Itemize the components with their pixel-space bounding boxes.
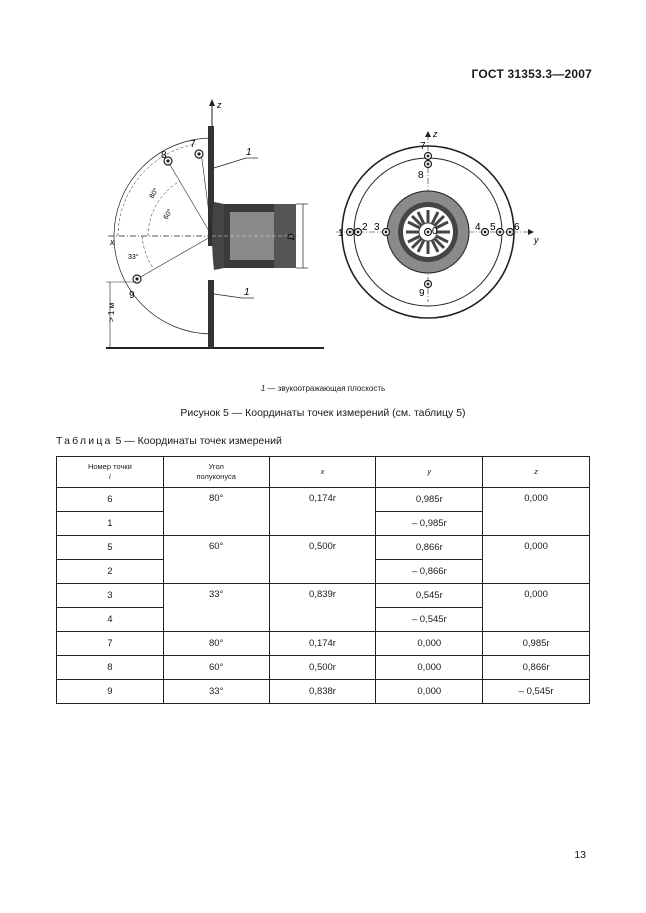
cell-angle: 33° [163, 584, 269, 632]
figure-front-view [330, 126, 550, 326]
header-y: y [376, 457, 483, 488]
table-row [57, 680, 590, 704]
front-label-2: 2 [362, 222, 368, 233]
angle-arc-33 [142, 236, 153, 268]
cell-point: 5 [57, 536, 164, 560]
cell-z: 0,000 [483, 536, 590, 584]
cell-y: 0,985r [376, 488, 483, 512]
cell-x: 0,500r [269, 656, 376, 680]
z-axis-label: z [217, 100, 222, 110]
cell-angle: 80° [163, 632, 269, 656]
callout-top-label: 1 [246, 147, 252, 158]
cell-point: 8 [57, 656, 164, 680]
cell-x: 0,839r [269, 584, 376, 632]
front-z-axis-label: z [433, 129, 438, 139]
angle-80-label: 80° [148, 187, 161, 200]
figure-side-view [96, 96, 332, 358]
cell-y: – 0,866r [376, 560, 483, 584]
cell-y: 0,000 [376, 680, 483, 704]
coordinates-table [56, 456, 590, 704]
cell-x: 0,838r [269, 680, 376, 704]
front-label-5: 5 [490, 222, 496, 233]
cell-y: – 0,985r [376, 512, 483, 536]
table-row [57, 488, 590, 512]
header-x: x [269, 457, 376, 488]
cell-z: – 0,545r [483, 680, 590, 704]
radial-line-9 [137, 236, 212, 279]
cell-z: 0,000 [483, 584, 590, 632]
page-number: 13 [574, 849, 586, 861]
callout-line-top [214, 158, 246, 168]
front-label-3: 3 [374, 222, 380, 233]
cell-point: 1 [57, 512, 164, 536]
legend-text: — звукоотражающая плоскость [265, 384, 386, 393]
reflecting-wall-lower [208, 280, 214, 348]
cell-z: 0,000 [483, 488, 590, 536]
cell-z: 0,985r [483, 632, 590, 656]
table-row [57, 656, 590, 680]
radial-line-8 [166, 158, 212, 236]
cell-z: 0,866r [483, 656, 590, 680]
angle-33-label: 33° [128, 254, 139, 261]
diameter-label: D [286, 233, 296, 240]
table-header-row [57, 457, 590, 488]
point-7-label: 7 [190, 139, 196, 150]
angle-60-label: 60° [162, 208, 175, 221]
front-label-8: 8 [418, 170, 424, 181]
cell-y: 0,000 [376, 656, 483, 680]
cell-angle: 80° [163, 488, 269, 536]
table-row [57, 632, 590, 656]
point-8-label: 8 [161, 150, 167, 161]
table-title-rest: 5 — Координаты точек измерений [112, 435, 282, 447]
cell-y: 0,000 [376, 632, 483, 656]
cell-y: 0,545r [376, 584, 483, 608]
cell-y: – 0,545r [376, 608, 483, 632]
x-axis-label: x [110, 237, 115, 247]
document-header: ГОСТ 31353.3—2007 [471, 67, 592, 81]
cell-point: 7 [57, 632, 164, 656]
callout-line-bottom [214, 294, 242, 298]
table-title [56, 435, 282, 447]
cell-angle: 60° [163, 656, 269, 680]
figure-legend [0, 384, 646, 393]
front-y-axis-label: y [534, 235, 539, 245]
point-9-label: 9 [129, 290, 135, 301]
front-label-7: 7 [420, 141, 426, 152]
table-title-label: Таблица [56, 435, 113, 447]
header-cone-angle: Угол полуконуса [163, 457, 269, 488]
front-label-1: 1 [338, 228, 344, 239]
z-axis-arrow [209, 99, 215, 106]
front-z-axis-arrow [425, 131, 431, 137]
table-row [57, 584, 590, 608]
figure-caption: Рисунок 5 — Координаты точек измерений (см. таблицу 5) [180, 407, 466, 419]
cell-x: 0,174r [269, 632, 376, 656]
table-row [57, 536, 590, 560]
cell-point: 6 [57, 488, 164, 512]
cell-point: 3 [57, 584, 164, 608]
cell-point: 4 [57, 608, 164, 632]
front-label-0: 0 [432, 226, 438, 237]
distance-label: > 1 м [107, 302, 116, 322]
header-z: z [483, 457, 590, 488]
cell-angle: 33° [163, 680, 269, 704]
cell-x: 0,174r [269, 488, 376, 536]
cell-point: 2 [57, 560, 164, 584]
front-label-4: 4 [475, 222, 481, 233]
front-label-6: 6 [514, 222, 520, 233]
front-label-9: 9 [419, 288, 425, 299]
cell-angle: 60° [163, 536, 269, 584]
legend-number: 1 [260, 384, 266, 393]
header-point-number: Номер точки i [57, 457, 164, 488]
cell-y: 0,866r [376, 536, 483, 560]
cell-x: 0,500r [269, 536, 376, 584]
cell-point: 9 [57, 680, 164, 704]
callout-bottom-label: 1 [244, 287, 250, 298]
